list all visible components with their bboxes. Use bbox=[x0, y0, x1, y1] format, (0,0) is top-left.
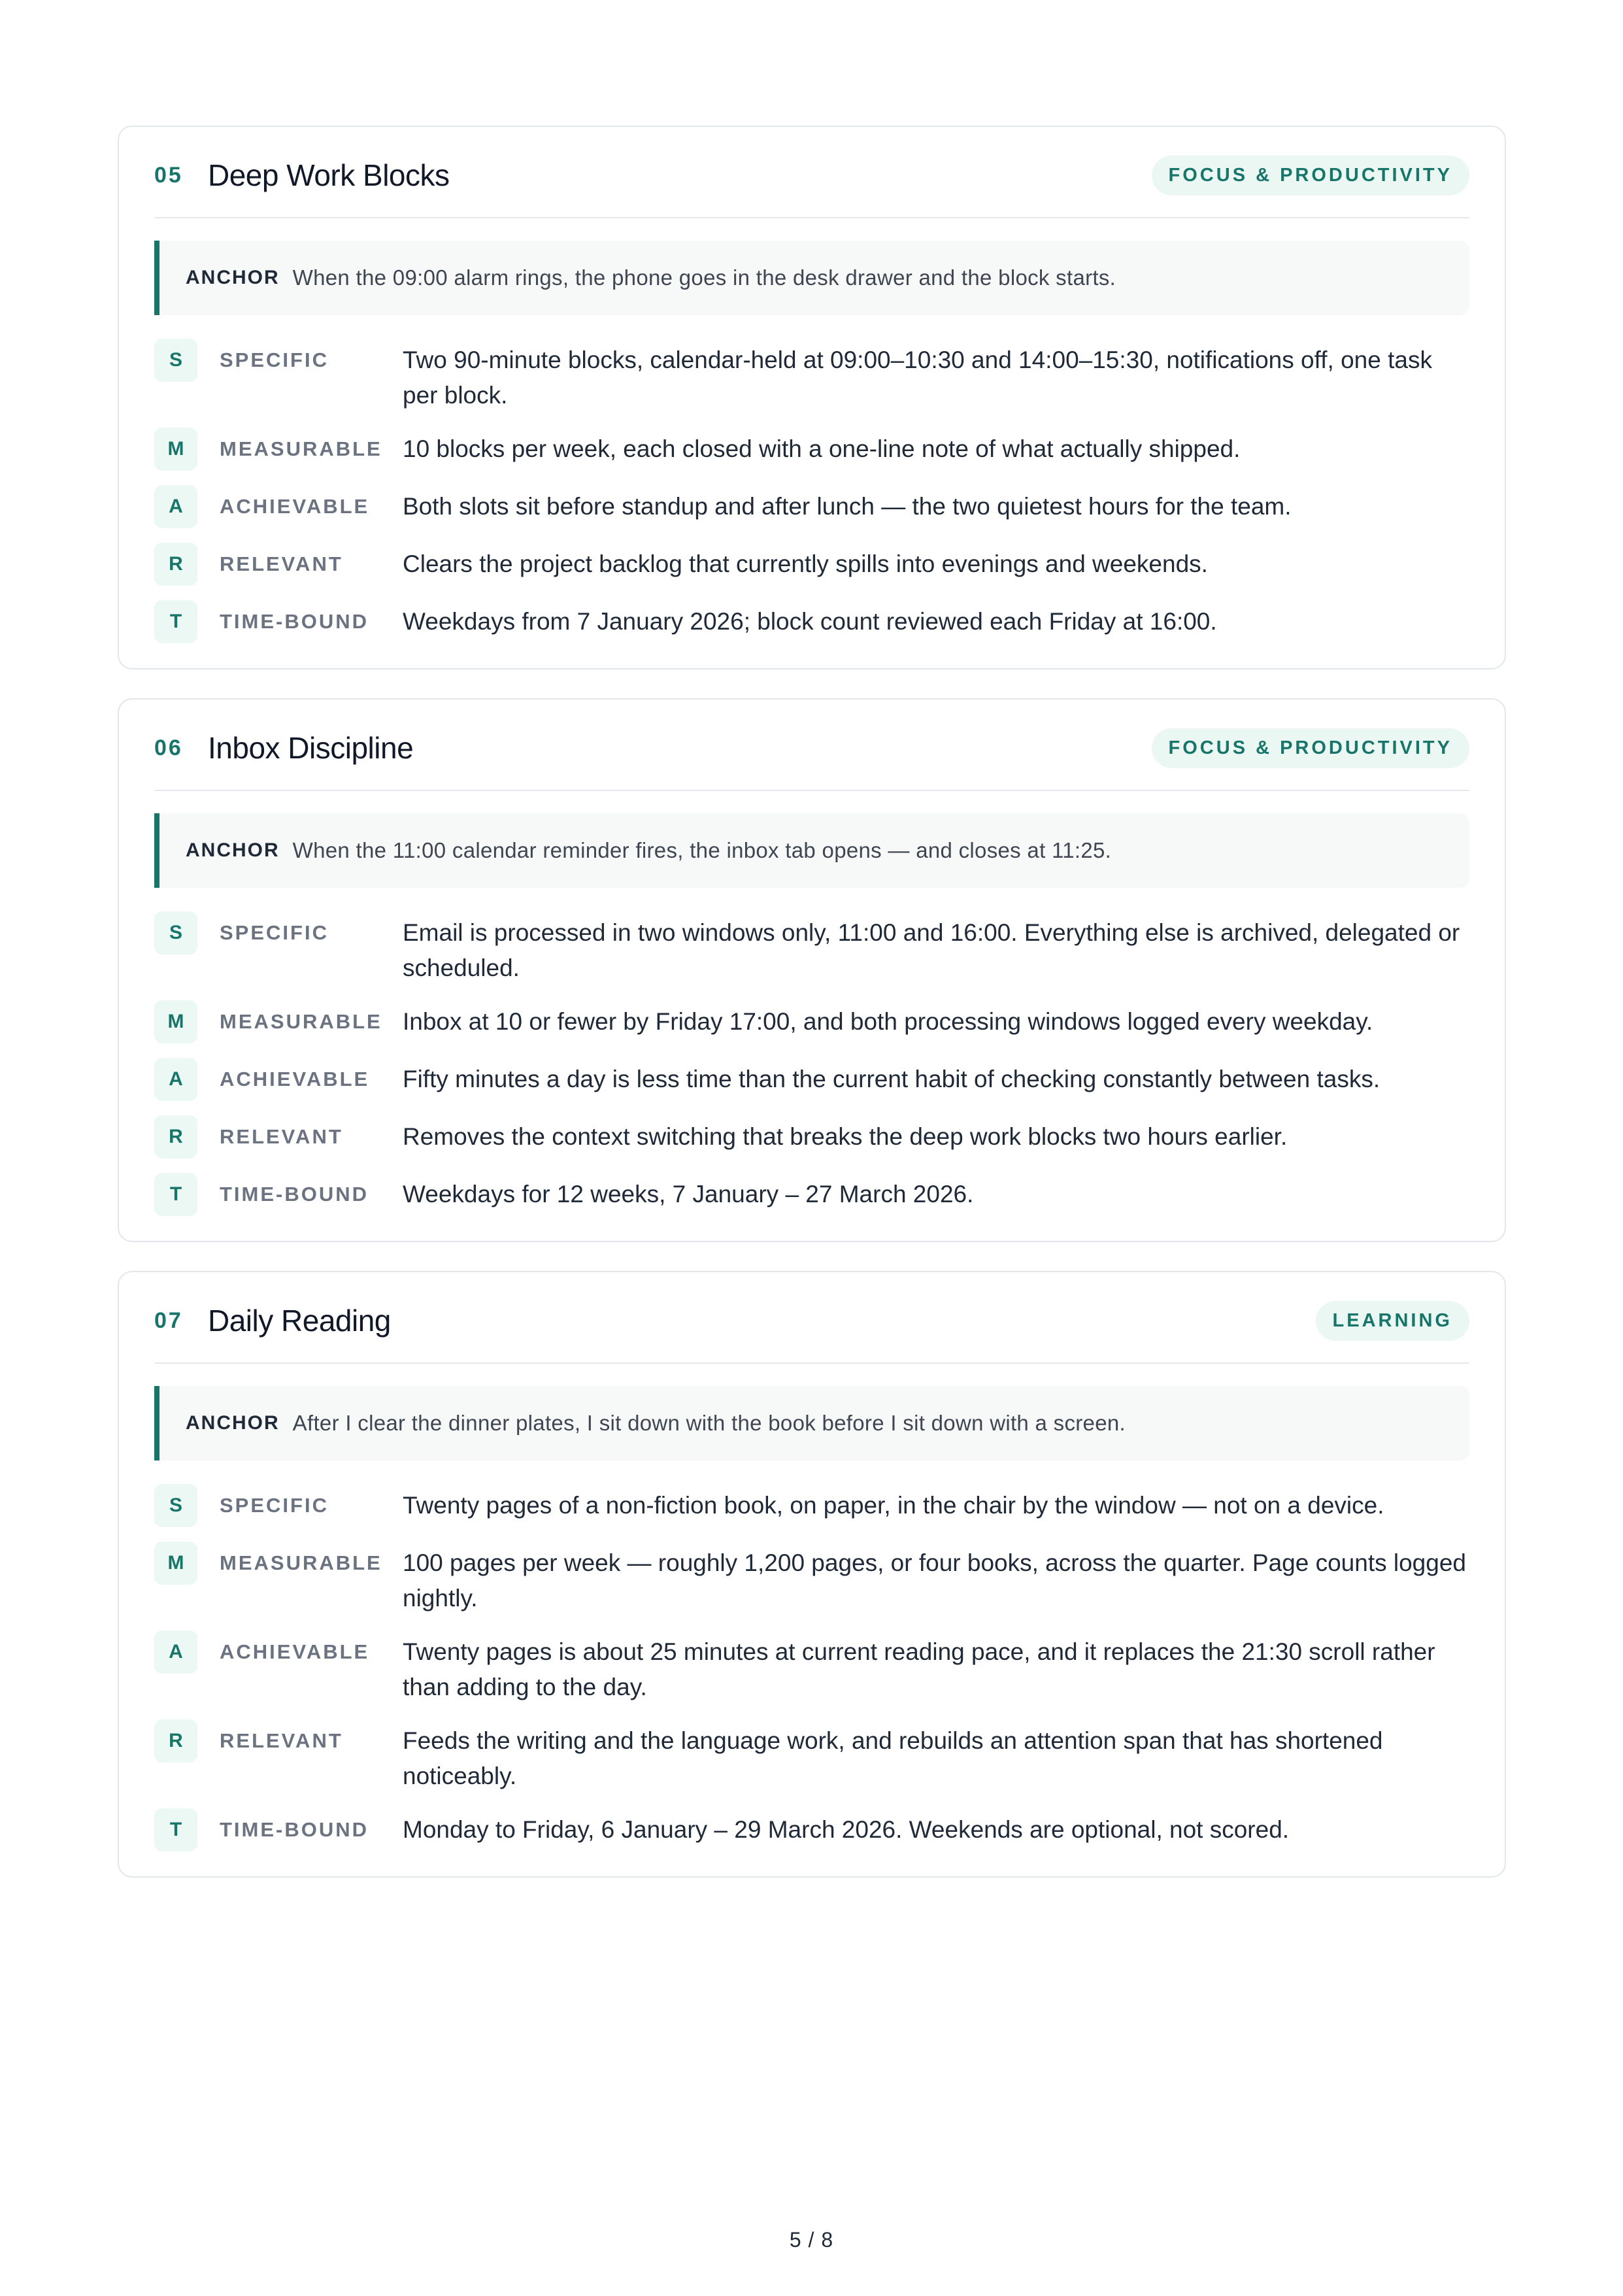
goal-card-deep-work bbox=[118, 126, 1506, 669]
smart-dimension-label: MEASURABLE bbox=[220, 1551, 382, 1574]
goal-header bbox=[154, 1292, 1469, 1364]
smart-dimension-label: RELEVANT bbox=[220, 1125, 343, 1148]
goal-title: Daily Reading bbox=[208, 1304, 391, 1338]
goal-header bbox=[154, 719, 1469, 791]
smart-value: Monday to Friday, 6 January – 29 March 2026. Weekends are optional, not scored. bbox=[403, 1816, 1290, 1843]
smart-row-relevant bbox=[154, 1115, 1469, 1158]
smart-row-achievable bbox=[154, 1630, 1469, 1705]
smart-letter-badge: R bbox=[154, 1719, 197, 1763]
smart-row-specific bbox=[154, 1484, 1469, 1527]
category-badge: LEARNING bbox=[1316, 1301, 1469, 1341]
goal-card-daily-reading bbox=[118, 1271, 1506, 1878]
smart-value: Email is processed in two windows only, 11:00 and 16:00. Everything else is archived, delegated or scheduled. bbox=[403, 919, 1460, 981]
smart-dimension-label: TIME-BOUND bbox=[220, 610, 369, 633]
goal-header bbox=[154, 146, 1469, 218]
category-badge: FOCUS & PRODUCTIVITY bbox=[1152, 156, 1469, 195]
goal-title: Deep Work Blocks bbox=[208, 158, 450, 192]
smart-value: Removes the context switching that breaks the deep work blocks two hours earlier. bbox=[403, 1123, 1288, 1150]
smart-value: Weekdays from 7 January 2026; block count reviewed each Friday at 16:00. bbox=[403, 608, 1217, 635]
smart-letter-badge: R bbox=[154, 543, 197, 586]
goal-number: 06 bbox=[154, 735, 183, 760]
smart-letter-badge: A bbox=[154, 485, 197, 528]
smart-row-measurable bbox=[154, 1000, 1469, 1043]
anchor-text: When the 11:00 calendar reminder fires, the inbox tab opens — and closes at 11:25. bbox=[292, 838, 1112, 862]
smart-list bbox=[154, 911, 1469, 1216]
smart-dimension-label: RELEVANT bbox=[220, 1729, 343, 1752]
smart-dimension-label: SPECIFIC bbox=[220, 348, 329, 371]
smart-value: Fifty minutes a day is less time than the current habit of checking constantly between tasks. bbox=[403, 1066, 1380, 1092]
anchor-callout bbox=[154, 241, 1469, 315]
smart-letter-badge: M bbox=[154, 1000, 197, 1043]
anchor-label: ANCHOR bbox=[186, 1412, 280, 1434]
smart-value: Weekdays for 12 weeks, 7 January – 27 March 2026. bbox=[403, 1181, 974, 1207]
smart-value: Two 90-minute blocks, calendar-held at 09:00–10:30 and 14:00–15:30, notifications off, one task per block. bbox=[403, 346, 1432, 409]
smart-list bbox=[154, 1484, 1469, 1851]
goal-cards bbox=[118, 126, 1506, 1906]
smart-row-achievable bbox=[154, 485, 1469, 528]
anchor-callout bbox=[154, 1386, 1469, 1460]
smart-dimension-label: ACHIEVABLE bbox=[220, 1068, 370, 1090]
anchor-callout bbox=[154, 813, 1469, 888]
category-badge: FOCUS & PRODUCTIVITY bbox=[1152, 728, 1469, 768]
smart-value: 100 pages per week — roughly 1,200 pages, or four books, across the quarter. Page counts logged nightly. bbox=[403, 1549, 1466, 1612]
smart-letter-badge: M bbox=[154, 428, 197, 471]
goal-title: Inbox Discipline bbox=[208, 731, 414, 765]
smart-letter-badge: A bbox=[154, 1058, 197, 1101]
smart-dimension-label: TIME-BOUND bbox=[220, 1183, 369, 1206]
smart-row-specific bbox=[154, 911, 1469, 986]
smart-row-relevant bbox=[154, 543, 1469, 586]
smart-letter-badge: S bbox=[154, 339, 197, 382]
smart-letter-badge: S bbox=[154, 911, 197, 954]
smart-value: Inbox at 10 or fewer by Friday 17:00, and both processing windows logged every weekday. bbox=[403, 1008, 1373, 1035]
anchor-label: ANCHOR bbox=[186, 267, 280, 288]
page-indicator: 5 / 8 bbox=[789, 2228, 834, 2252]
smart-value: Twenty pages is about 25 minutes at current reading pace, and it replaces the 21:30 scroll rather than adding to the day. bbox=[403, 1638, 1435, 1700]
smart-value: Clears the project backlog that currently spills into evenings and weekends. bbox=[403, 550, 1208, 577]
smart-row-achievable bbox=[154, 1058, 1469, 1101]
smart-row-time-bound bbox=[154, 1173, 1469, 1216]
smart-value: Both slots sit before standup and after lunch — the two quietest hours for the team. bbox=[403, 493, 1292, 520]
smart-letter-badge: M bbox=[154, 1542, 197, 1585]
smart-letter-badge: T bbox=[154, 600, 197, 643]
smart-row-measurable bbox=[154, 428, 1469, 471]
smart-row-specific bbox=[154, 339, 1469, 413]
smart-list bbox=[154, 339, 1469, 643]
smart-letter-badge: S bbox=[154, 1484, 197, 1527]
smart-letter-badge: T bbox=[154, 1173, 197, 1216]
smart-dimension-label: MEASURABLE bbox=[220, 1010, 382, 1033]
smart-value: 10 blocks per week, each closed with a one-line note of what actually shipped. bbox=[403, 435, 1241, 462]
anchor-text: When the 09:00 alarm rings, the phone goes in the desk drawer and the block starts. bbox=[292, 265, 1116, 290]
smart-dimension-label: ACHIEVABLE bbox=[220, 1640, 370, 1663]
smart-value: Feeds the writing and the language work, and rebuilds an attention span that has shortened noticeably. bbox=[403, 1727, 1383, 1789]
smart-dimension-label: SPECIFIC bbox=[220, 1494, 329, 1517]
smart-dimension-label: MEASURABLE bbox=[220, 437, 382, 460]
goal-number: 07 bbox=[154, 1308, 183, 1333]
smart-letter-badge: T bbox=[154, 1808, 197, 1851]
smart-dimension-label: TIME-BOUND bbox=[220, 1818, 369, 1841]
smart-row-relevant bbox=[154, 1719, 1469, 1794]
smart-dimension-label: SPECIFIC bbox=[220, 921, 329, 944]
smart-row-time-bound bbox=[154, 600, 1469, 643]
smart-letter-badge: A bbox=[154, 1630, 197, 1674]
anchor-label: ANCHOR bbox=[186, 839, 280, 861]
smart-row-time-bound bbox=[154, 1808, 1469, 1851]
anchor-text: After I clear the dinner plates, I sit down with the book before I sit down with a screen. bbox=[292, 1411, 1126, 1435]
smart-dimension-label: RELEVANT bbox=[220, 552, 343, 575]
smart-value: Twenty pages of a non-fiction book, on paper, in the chair by the window — not on a device. bbox=[403, 1492, 1384, 1519]
smart-row-measurable bbox=[154, 1542, 1469, 1616]
goal-card-inbox-discipline bbox=[118, 698, 1506, 1242]
goal-number: 05 bbox=[154, 162, 183, 188]
smart-letter-badge: R bbox=[154, 1115, 197, 1158]
smart-dimension-label: ACHIEVABLE bbox=[220, 495, 370, 518]
